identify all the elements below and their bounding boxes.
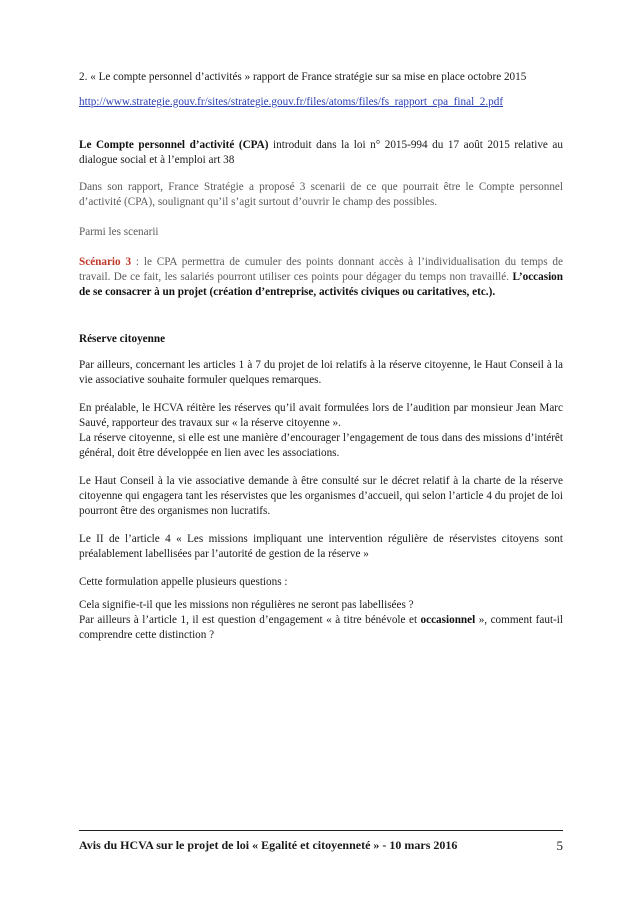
reserve-p2b: La réserve citoyenne, si elle est une manière d’encourager l’engagement de tous dans des missions d’intérêt général, doit être développée en lien avec les associations.: [79, 432, 563, 459]
reserve-p1: Par ailleurs, concernant les articles 1 à 7 du projet de loi relatifs à la réserve citoyenne, le Haut Conseil à la vie associative souhaite formuler quelques remarques.: [79, 359, 563, 386]
reserve-p5: Cette formulation appelle plusieurs questions :: [79, 576, 288, 588]
scenario-3-label: Scénario 3: [79, 256, 132, 268]
cpa-rapport: Dans son rapport, France Stratégie a proposé 3 scenarii de ce que pourrait être le Compte personnel d’activité (CPA), soulignant qu’il s’agit surtout d’ouvrir le champ des possibles.: [79, 181, 563, 208]
reserve-q2-a: Par ailleurs à l’article 1, il est question d’engagement « à titre bénévole et: [79, 614, 421, 626]
reference-link[interactable]: [79, 95, 563, 110]
reserve-q2-b: », comment faut-il comprendre cette distinction ?: [79, 614, 564, 641]
page-number: 5: [556, 838, 563, 853]
reserve-q1: Cela signifie-t-il que les missions non régulières ne seront pas labellisées ?: [79, 599, 414, 611]
reserve-title: Réserve citoyenne: [79, 333, 166, 345]
reserve-q2: [79, 613, 563, 643]
footer-divider: [79, 830, 563, 831]
cpa-intro: [79, 138, 563, 168]
reserve-p4: Le II de l’article 4 « Les missions impliquant une intervention régulière de réservistes citoyens sont préalablement labellisées par l’autorité de gestion de la réserve »: [79, 533, 563, 560]
cpa-intro-text: introduit dans la loi n° 2015-994 du 17 août 2015 relative au dialogue social et à l’emploi art 38: [79, 139, 563, 166]
reference-text: 2. « Le compte personnel d’activités » rapport de France stratégie sur sa mise en place octobre 2015: [79, 71, 527, 83]
cpa-title: Le Compte personnel d’activité (CPA): [79, 139, 269, 151]
footer-title: Avis du HCVA sur le projet de loi « Egalité et citoyenneté » - 10 mars 2016: [79, 838, 458, 852]
scenario-3-bold: L’occasion de se consacrer à un projet (création d’entreprise, activités civiques ou caritatives, etc.).: [79, 271, 563, 298]
cpa-parmi: Parmi les scenarii: [79, 226, 159, 238]
reserve-p2a: En préalable, le HCVA réitère les réserves qu’il avait formulées lors de l’audition par monsieur Jean Marc Sauvé, rapporteur des travaux sur « la réserve citoyenne ».: [79, 402, 563, 429]
scenario-3-text: : le CPA permettra de cumuler des points donnant accès à l’individualisation du temps de travail. De ce fait, les salariés pourront utiliser ces points pour dégager du temps non travaillé.: [79, 256, 563, 283]
scenario-3-paragraph: [79, 255, 563, 300]
strategie-report-link[interactable]: http://www.strategie.gouv.fr/sites/strategie.gouv.fr/files/atoms/files/fs_rapport_cpa_final_2.pdf: [79, 96, 504, 108]
page-footer: [79, 838, 563, 854]
page-content: [79, 70, 563, 643]
reserve-p3: Le Haut Conseil à la vie associative demande à être consulté sur le décret relatif à la charte de la réserve citoyenne qui engagera tant les réservistes que les organismes d’accueil, qui selon l’article 4 du projet de loi pourront être des organismes non lucratifs.: [79, 475, 563, 517]
reserve-q2-bold: occasionnel: [420, 614, 476, 626]
